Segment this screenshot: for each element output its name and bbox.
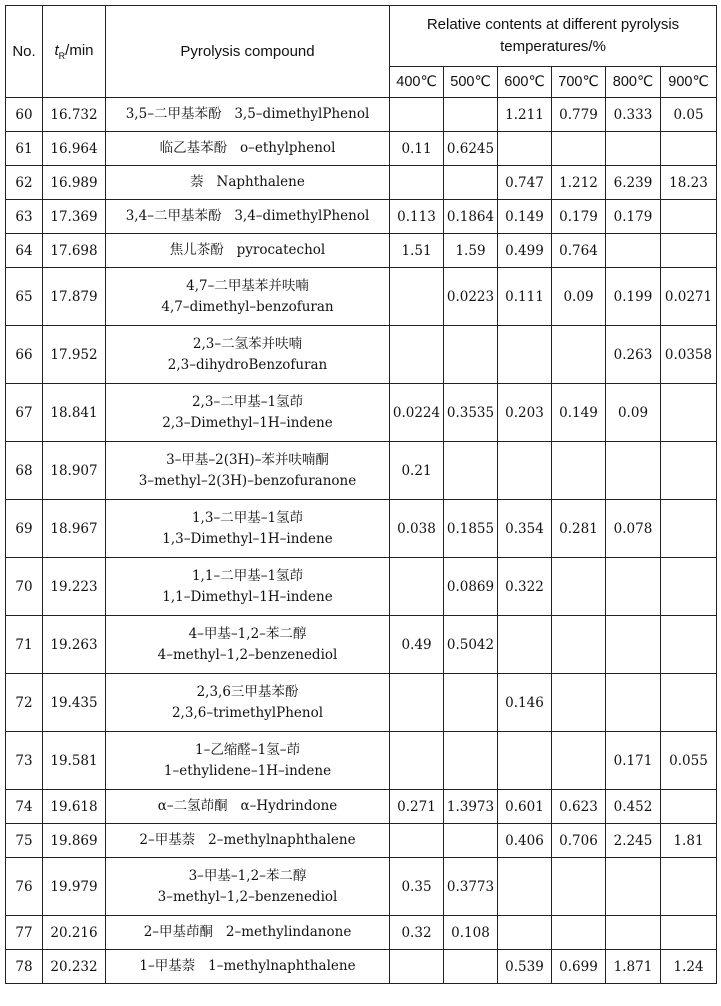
header-temp-4: 800℃ xyxy=(606,67,661,98)
row-compound xyxy=(106,558,390,616)
value-cell-2 xyxy=(498,326,552,384)
value-cell-3 xyxy=(552,858,606,916)
row-no: 64 xyxy=(6,234,43,268)
row-no: 73 xyxy=(6,732,43,790)
table-row xyxy=(6,384,717,442)
compound-chinese-name: 4,7–二甲基苯并呋喃 xyxy=(186,277,309,294)
value-cell-3 xyxy=(552,442,606,500)
value-cell-4: 0.171 xyxy=(606,732,661,790)
value-cell-2 xyxy=(498,132,552,166)
value-cell-0 xyxy=(390,326,444,384)
value-cell-0: 0.35 xyxy=(390,858,444,916)
header-relative-line2: temperatures/% xyxy=(500,38,606,55)
compound-chinese-name: 临乙基苯酚 xyxy=(159,140,228,156)
value-cell-5: 0.055 xyxy=(661,732,717,790)
value-cell-5 xyxy=(661,916,717,950)
compound-english-name: 3,4–dimethylPhenol xyxy=(234,208,370,224)
value-cell-0: 0.11 xyxy=(390,132,444,166)
row-retention-time: 19.869 xyxy=(43,824,106,858)
row-compound xyxy=(106,166,390,200)
value-cell-4 xyxy=(606,558,661,616)
value-cell-2: 0.354 xyxy=(498,500,552,558)
compound-chinese-name: 2,3–二氢苯并呋喃 xyxy=(192,335,303,352)
row-no: 63 xyxy=(6,200,43,234)
value-cell-4 xyxy=(606,858,661,916)
value-cell-2: 0.406 xyxy=(498,824,552,858)
table-row xyxy=(6,950,717,984)
compound-chinese-name: 4–甲基–1,2–苯二醇 xyxy=(188,625,307,642)
header-relative-contents xyxy=(390,6,717,67)
row-no: 72 xyxy=(6,674,43,732)
value-cell-3 xyxy=(552,674,606,732)
row-compound xyxy=(106,616,390,674)
value-cell-1 xyxy=(444,326,498,384)
row-no: 71 xyxy=(6,616,43,674)
value-cell-1: 0.3535 xyxy=(444,384,498,442)
value-cell-5 xyxy=(661,558,717,616)
table-row xyxy=(6,268,717,326)
row-retention-time: 16.732 xyxy=(43,98,106,132)
value-cell-3: 0.779 xyxy=(552,98,606,132)
header-retention-time xyxy=(43,6,106,98)
row-compound xyxy=(106,326,390,384)
value-cell-3 xyxy=(552,326,606,384)
value-cell-3: 0.623 xyxy=(552,790,606,824)
row-retention-time: 17.952 xyxy=(43,326,106,384)
compound-english-name: 2,3,6–trimethylPhenol xyxy=(171,704,324,721)
value-cell-1: 0.108 xyxy=(444,916,498,950)
value-cell-4 xyxy=(606,916,661,950)
value-cell-2 xyxy=(498,732,552,790)
value-cell-1: 1.59 xyxy=(444,234,498,268)
row-compound xyxy=(106,132,390,166)
compound-chinese-name: 1–甲基萘 xyxy=(139,958,196,974)
table-row xyxy=(6,858,717,916)
value-cell-4 xyxy=(606,234,661,268)
row-retention-time: 16.989 xyxy=(43,166,106,200)
row-no: 76 xyxy=(6,858,43,916)
value-cell-3: 0.281 xyxy=(552,500,606,558)
value-cell-0: 0.49 xyxy=(390,616,444,674)
row-compound xyxy=(106,384,390,442)
value-cell-1: 0.5042 xyxy=(444,616,498,674)
value-cell-4 xyxy=(606,616,661,674)
row-compound xyxy=(106,858,390,916)
row-compound xyxy=(106,200,390,234)
value-cell-3: 0.179 xyxy=(552,200,606,234)
header-no: No. xyxy=(6,6,43,98)
value-cell-1: 0.0223 xyxy=(444,268,498,326)
header-temp-0: 400℃ xyxy=(390,67,444,98)
value-cell-3 xyxy=(552,732,606,790)
row-retention-time: 19.581 xyxy=(43,732,106,790)
compound-english-name: α–Hydrindone xyxy=(240,798,338,814)
row-no: 61 xyxy=(6,132,43,166)
row-retention-time: 19.223 xyxy=(43,558,106,616)
row-no: 78 xyxy=(6,950,43,984)
value-cell-0: 0.038 xyxy=(390,500,444,558)
value-cell-2: 1.211 xyxy=(498,98,552,132)
row-compound xyxy=(106,916,390,950)
row-retention-time: 19.979 xyxy=(43,858,106,916)
compound-chinese-name: 3–甲基–2(3H)–苯并呋喃酮 xyxy=(166,451,329,468)
row-compound xyxy=(106,234,390,268)
header-tr-unit: /min xyxy=(65,42,94,59)
value-cell-5 xyxy=(661,500,717,558)
value-cell-5 xyxy=(661,442,717,500)
compound-chinese-name: 焦儿茶酚 xyxy=(169,242,224,258)
row-no: 75 xyxy=(6,824,43,858)
value-cell-2: 0.499 xyxy=(498,234,552,268)
header-temp-2: 600℃ xyxy=(498,67,552,98)
value-cell-2: 0.747 xyxy=(498,166,552,200)
row-compound xyxy=(106,268,390,326)
value-cell-4: 0.452 xyxy=(606,790,661,824)
value-cell-3: 0.764 xyxy=(552,234,606,268)
row-compound xyxy=(106,790,390,824)
value-cell-0 xyxy=(390,824,444,858)
table-row xyxy=(6,616,717,674)
header-tr-subscript: R xyxy=(58,51,66,61)
value-cell-2: 0.601 xyxy=(498,790,552,824)
value-cell-5: 0.0271 xyxy=(661,268,717,326)
value-cell-2: 0.539 xyxy=(498,950,552,984)
table-row xyxy=(6,790,717,824)
compound-chinese-name: 3,4–二甲基苯酚 xyxy=(125,208,222,224)
compound-english-name: 2,3–Dimethyl–1H–indene xyxy=(162,414,333,431)
value-cell-1 xyxy=(444,732,498,790)
compound-english-name: 4–methyl–1,2–benzenediol xyxy=(157,646,338,663)
value-cell-2 xyxy=(498,442,552,500)
value-cell-0 xyxy=(390,166,444,200)
row-no: 67 xyxy=(6,384,43,442)
value-cell-5 xyxy=(661,234,717,268)
value-cell-0 xyxy=(390,950,444,984)
row-retention-time: 17.879 xyxy=(43,268,106,326)
table-row xyxy=(6,732,717,790)
value-cell-1 xyxy=(444,166,498,200)
table-row xyxy=(6,824,717,858)
row-retention-time: 17.369 xyxy=(43,200,106,234)
row-compound xyxy=(106,732,390,790)
table-row xyxy=(6,98,717,132)
value-cell-3 xyxy=(552,132,606,166)
value-cell-5 xyxy=(661,616,717,674)
table-row xyxy=(6,916,717,950)
value-cell-1 xyxy=(444,442,498,500)
value-cell-0: 0.21 xyxy=(390,442,444,500)
value-cell-1: 0.1855 xyxy=(444,500,498,558)
row-no: 74 xyxy=(6,790,43,824)
value-cell-3 xyxy=(552,916,606,950)
value-cell-1 xyxy=(444,950,498,984)
table-row xyxy=(6,326,717,384)
table-row xyxy=(6,674,717,732)
value-cell-5: 1.81 xyxy=(661,824,717,858)
value-cell-0 xyxy=(390,558,444,616)
compound-english-name: 3–methyl–2(3H)–benzofuranone xyxy=(138,472,357,489)
table-body xyxy=(6,98,717,984)
table-row xyxy=(6,200,717,234)
value-cell-0 xyxy=(390,674,444,732)
table-row xyxy=(6,442,717,500)
value-cell-0 xyxy=(390,732,444,790)
value-cell-2: 0.111 xyxy=(498,268,552,326)
row-no: 70 xyxy=(6,558,43,616)
compound-english-name: 1–methylnaphthalene xyxy=(208,958,356,974)
header-tr-symbol: t xyxy=(54,42,59,59)
value-cell-3 xyxy=(552,558,606,616)
value-cell-4: 0.09 xyxy=(606,384,661,442)
value-cell-0: 0.32 xyxy=(390,916,444,950)
table-row xyxy=(6,132,717,166)
compound-chinese-name: 1–乙缩醛–1氢–茚 xyxy=(195,741,300,758)
compound-chinese-name: 2,3,6三甲基苯酚 xyxy=(196,683,299,700)
value-cell-1: 1.3973 xyxy=(444,790,498,824)
row-compound xyxy=(106,442,390,500)
row-compound xyxy=(106,950,390,984)
row-compound xyxy=(106,824,390,858)
compound-chinese-name: 2–甲基萘 xyxy=(139,832,196,848)
table-row xyxy=(6,500,717,558)
table-row xyxy=(6,166,717,200)
row-retention-time: 20.232 xyxy=(43,950,106,984)
value-cell-2: 0.146 xyxy=(498,674,552,732)
row-retention-time: 17.698 xyxy=(43,234,106,268)
header-compound: Pyrolysis compound xyxy=(106,6,390,98)
value-cell-3: 1.212 xyxy=(552,166,606,200)
compound-chinese-name: α–二氢茚酮 xyxy=(157,798,228,814)
row-no: 66 xyxy=(6,326,43,384)
value-cell-0 xyxy=(390,98,444,132)
table-row xyxy=(6,234,717,268)
compound-english-name: 3,5–dimethylPhenol xyxy=(234,106,370,122)
row-compound xyxy=(106,500,390,558)
value-cell-3: 0.699 xyxy=(552,950,606,984)
value-cell-0: 0.0224 xyxy=(390,384,444,442)
value-cell-4: 0.078 xyxy=(606,500,661,558)
compound-english-name: 2,3–dihydroBenzofuran xyxy=(167,356,328,373)
row-no: 77 xyxy=(6,916,43,950)
compound-english-name: 1,1–Dimethyl–1H–indene xyxy=(162,588,333,605)
row-retention-time: 16.964 xyxy=(43,132,106,166)
value-cell-2: 0.322 xyxy=(498,558,552,616)
value-cell-2 xyxy=(498,916,552,950)
pyrolysis-table xyxy=(5,5,717,984)
row-no: 62 xyxy=(6,166,43,200)
compound-english-name: Naphthalene xyxy=(216,174,305,190)
value-cell-5 xyxy=(661,790,717,824)
row-retention-time: 19.618 xyxy=(43,790,106,824)
value-cell-3 xyxy=(552,616,606,674)
value-cell-1: 0.0869 xyxy=(444,558,498,616)
header-temp-1: 500℃ xyxy=(444,67,498,98)
compound-chinese-name: 萘 xyxy=(190,174,204,190)
value-cell-0: 0.271 xyxy=(390,790,444,824)
value-cell-5: 0.05 xyxy=(661,98,717,132)
value-cell-4 xyxy=(606,674,661,732)
value-cell-1: 0.1864 xyxy=(444,200,498,234)
row-no: 68 xyxy=(6,442,43,500)
row-no: 65 xyxy=(6,268,43,326)
row-retention-time: 19.263 xyxy=(43,616,106,674)
value-cell-1 xyxy=(444,674,498,732)
value-cell-5 xyxy=(661,200,717,234)
table-header xyxy=(6,6,717,98)
value-cell-1 xyxy=(444,824,498,858)
value-cell-2: 0.203 xyxy=(498,384,552,442)
value-cell-4 xyxy=(606,132,661,166)
value-cell-4 xyxy=(606,442,661,500)
row-retention-time: 20.216 xyxy=(43,916,106,950)
table-row xyxy=(6,558,717,616)
value-cell-0: 0.113 xyxy=(390,200,444,234)
header-temp-5: 900℃ xyxy=(661,67,717,98)
compound-chinese-name: 1,3–二甲基–1氢茚 xyxy=(191,509,304,526)
value-cell-2 xyxy=(498,858,552,916)
value-cell-5: 1.24 xyxy=(661,950,717,984)
header-temp-3: 700℃ xyxy=(552,67,606,98)
row-retention-time: 18.967 xyxy=(43,500,106,558)
compound-english-name: 3–methyl–1,2–benzenediol xyxy=(157,888,338,905)
compound-chinese-name: 2,3–二甲基–1氢茚 xyxy=(191,393,304,410)
compound-english-name: pyrocatechol xyxy=(236,242,326,258)
row-compound xyxy=(106,98,390,132)
row-retention-time: 19.435 xyxy=(43,674,106,732)
value-cell-3: 0.09 xyxy=(552,268,606,326)
row-retention-time: 18.841 xyxy=(43,384,106,442)
row-no: 69 xyxy=(6,500,43,558)
compound-english-name: 2–methylnaphthalene xyxy=(208,832,356,848)
value-cell-5 xyxy=(661,132,717,166)
value-cell-5 xyxy=(661,384,717,442)
compound-chinese-name: 2–甲基茚酮 xyxy=(143,924,214,940)
header-relative-line1: Relative contents at different pyrolysis xyxy=(426,16,680,33)
value-cell-4: 6.239 xyxy=(606,166,661,200)
value-cell-0 xyxy=(390,268,444,326)
row-retention-time: 18.907 xyxy=(43,442,106,500)
compound-chinese-name: 3,5–二甲基苯酚 xyxy=(125,106,222,122)
value-cell-3: 0.706 xyxy=(552,824,606,858)
compound-chinese-name: 1,1–二甲基–1氢茚 xyxy=(191,567,304,584)
value-cell-4: 0.333 xyxy=(606,98,661,132)
value-cell-1: 0.6245 xyxy=(444,132,498,166)
value-cell-4: 2.245 xyxy=(606,824,661,858)
value-cell-1: 0.3773 xyxy=(444,858,498,916)
value-cell-2: 0.149 xyxy=(498,200,552,234)
value-cell-4: 0.263 xyxy=(606,326,661,384)
value-cell-5 xyxy=(661,674,717,732)
compound-english-name: 1,3–Dimethyl–1H–indene xyxy=(162,530,333,547)
compound-chinese-name: 3–甲基–1,2–苯二醇 xyxy=(188,867,307,884)
row-compound xyxy=(106,674,390,732)
value-cell-3: 0.149 xyxy=(552,384,606,442)
compound-english-name: o–ethylphenol xyxy=(239,140,336,156)
value-cell-2 xyxy=(498,616,552,674)
value-cell-5 xyxy=(661,858,717,916)
value-cell-5: 0.0358 xyxy=(661,326,717,384)
compound-english-name: 4,7–dimethyl–benzofuran xyxy=(161,298,334,315)
compound-english-name: 2–methylindanone xyxy=(225,924,352,940)
value-cell-4: 0.199 xyxy=(606,268,661,326)
value-cell-4: 0.179 xyxy=(606,200,661,234)
value-cell-5: 18.23 xyxy=(661,166,717,200)
value-cell-4: 1.871 xyxy=(606,950,661,984)
compound-english-name: 1–ethylidene–1H–indene xyxy=(163,762,332,779)
row-no: 60 xyxy=(6,98,43,132)
value-cell-1 xyxy=(444,98,498,132)
value-cell-0: 1.51 xyxy=(390,234,444,268)
